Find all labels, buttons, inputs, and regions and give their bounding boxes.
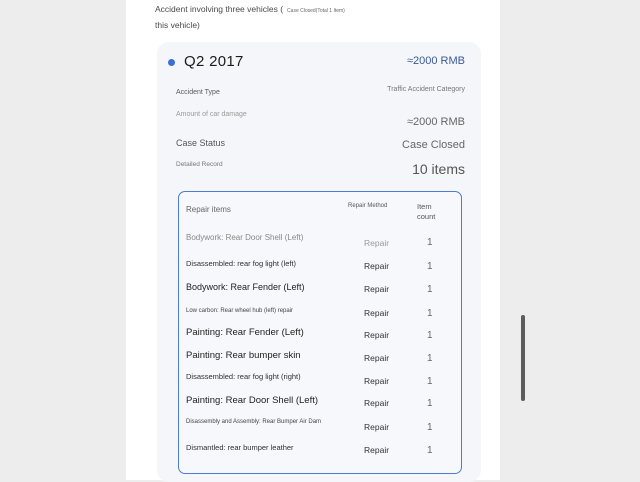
period-title: Q2 2017 — [184, 53, 244, 70]
period-dot-icon — [168, 59, 175, 66]
repair-row — [179, 372, 461, 394]
repair-item-name: Bodywork: Rear Fender (Left) — [186, 282, 305, 292]
repair-method: Repair — [364, 308, 390, 318]
repair-item-name: Low carbon: Rear wheel hub (left) repair — [186, 308, 294, 314]
case-status-label: Case Status — [176, 138, 226, 148]
repair-row — [179, 396, 461, 418]
repair-count: 1 — [427, 330, 433, 341]
detailed-record-label: Detailed Record — [176, 161, 223, 168]
repair-row — [179, 306, 461, 328]
repair-method: Repair — [364, 284, 390, 294]
accident-record-card — [157, 42, 481, 482]
repair-row — [179, 233, 461, 255]
repair-row — [179, 282, 461, 304]
repair-count: 1 — [427, 261, 433, 272]
repair-count: 1 — [427, 376, 433, 387]
repair-item-name: Painting: Rear bumper skin — [186, 350, 301, 361]
repair-method: Repair — [364, 238, 390, 248]
repair-row — [179, 418, 461, 440]
repair-method: Repair — [364, 445, 390, 455]
accident-type-label: Accident Type — [176, 89, 220, 96]
repair-count: 1 — [427, 445, 433, 456]
repair-item-name: Painting: Rear Door Shell (Left) — [186, 395, 319, 406]
repair-item-name: Disassembled: rear fog light (right) — [186, 372, 301, 381]
repair-items-table — [178, 191, 462, 474]
damage-amount-label: Amount of car damage — [176, 111, 247, 118]
accident-description — [155, 2, 475, 32]
accident-description-line2: this vehicle) — [155, 20, 200, 30]
repair-count: 1 — [427, 398, 433, 409]
repair-row — [179, 259, 461, 281]
accident-description-line1: Accident involving three vehicles ( — [155, 4, 284, 14]
repair-method-header: Repair Method — [348, 203, 388, 209]
repair-method: Repair — [364, 376, 390, 386]
repair-item-name: Painting: Rear Fender (Left) — [186, 327, 304, 338]
repair-item-name: Disassembly and Assembly: Rear Bumper Air Dam — [186, 419, 322, 425]
accident-type-value: Traffic Accident Category — [387, 86, 465, 93]
period-amount: ≈2000 RMB — [406, 55, 465, 67]
repair-method: Repair — [364, 398, 390, 408]
repair-row — [179, 351, 461, 373]
repair-item-name: Disassembled: rear fog light (left) — [186, 259, 297, 268]
phone-screen — [126, 0, 500, 480]
repair-row — [179, 443, 461, 465]
repair-row — [179, 328, 461, 350]
repair-count: 1 — [427, 308, 433, 319]
repair-item-name: Bodywork: Rear Door Shell (Left) — [186, 233, 304, 242]
repair-count: 1 — [427, 284, 433, 295]
repair-count: 1 — [427, 422, 433, 433]
repair-method: Repair — [364, 422, 390, 432]
detailed-record-value: 10 items — [412, 161, 465, 177]
repair-method: Repair — [364, 330, 390, 340]
repair-count: 1 — [427, 237, 433, 248]
item-count-header: Item count — [417, 202, 436, 221]
repair-item-name: Dismantled: rear bumper leather — [186, 443, 294, 452]
damage-amount-value: ≈2000 RMB — [406, 116, 465, 128]
repair-method: Repair — [364, 353, 390, 363]
case-status-value: Case Closed — [402, 139, 465, 151]
repair-items-header: Repair items — [186, 205, 231, 214]
repair-count: 1 — [427, 353, 433, 364]
repair-method: Repair — [364, 261, 390, 271]
page-scrollbar[interactable] — [521, 315, 525, 401]
case-closed-note: Case Closed(Total 1 Item) — [287, 8, 345, 14]
